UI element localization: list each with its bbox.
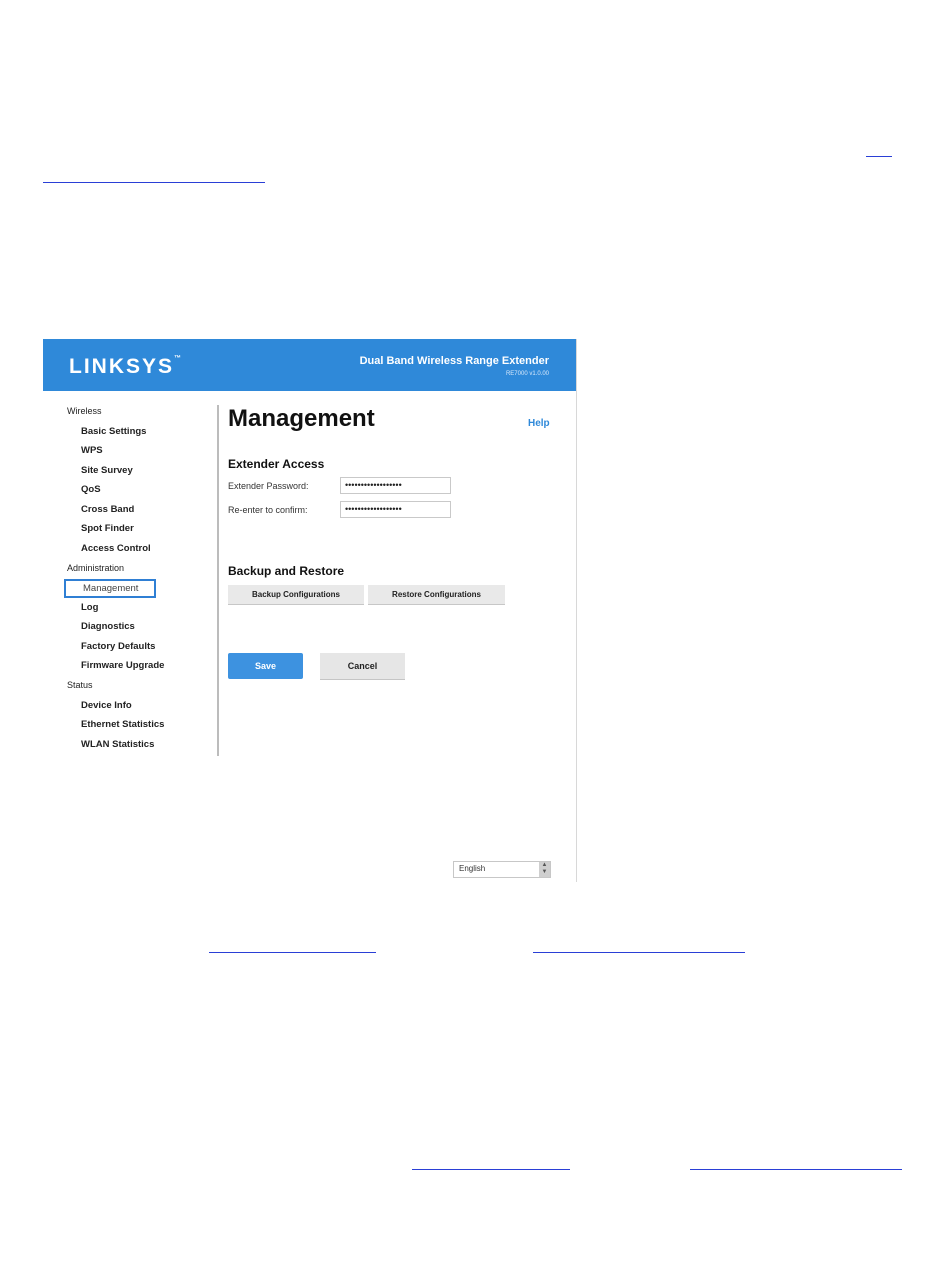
linksys-logo: LINKSYS™ (69, 355, 182, 378)
help-link[interactable]: Help (528, 418, 550, 429)
extender-access-heading: Extender Access (228, 457, 325, 471)
document-link-underline[interactable] (866, 156, 892, 157)
confirm-password-field[interactable]: •••••••••••••••••• (340, 501, 451, 518)
backup-restore-heading: Backup and Restore (228, 564, 345, 578)
nav-section-wireless: Wireless (67, 406, 102, 416)
extender-password-field[interactable]: •••••••••••••••••• (340, 477, 451, 494)
sidebar-item-site-survey[interactable]: Site Survey (81, 465, 133, 476)
document-link-underline[interactable] (690, 1169, 902, 1170)
document-link-underline[interactable] (43, 182, 265, 183)
sidebar-item-spot-finder[interactable]: Spot Finder (81, 523, 134, 534)
sidebar-item-wlan-statistics[interactable]: WLAN Statistics (81, 739, 155, 750)
sidebar-item-diagnostics[interactable]: Diagnostics (81, 621, 135, 632)
nav-section-administration: Administration (67, 563, 125, 573)
nav-section-status: Status (67, 680, 93, 690)
sidebar-item-factory-defaults[interactable]: Factory Defaults (81, 641, 156, 652)
header-bar (43, 339, 576, 391)
document-link-underline[interactable] (412, 1169, 570, 1170)
sidebar-item-firmware-upgrade[interactable]: Firmware Upgrade (81, 660, 165, 671)
select-arrows-icon: ▲ ▼ (539, 862, 550, 877)
model-version: RE7000 v1.0.00 (505, 371, 549, 377)
sidebar-item-basic-settings[interactable]: Basic Settings (81, 426, 147, 437)
product-name: Dual Band Wireless Range Extender (359, 355, 549, 367)
sidebar-item-wps[interactable]: WPS (81, 445, 103, 456)
sidebar-item-cross-band[interactable]: Cross Band (81, 504, 135, 515)
sidebar-item-management[interactable]: Management (64, 579, 156, 598)
sidebar-item-ethernet-statistics[interactable]: Ethernet Statistics (81, 719, 165, 730)
backup-configurations-button[interactable]: Backup Configurations (228, 585, 364, 605)
sidebar-item-access-control[interactable]: Access Control (81, 543, 151, 554)
sidebar-divider (217, 405, 219, 756)
save-button[interactable]: Save (228, 653, 303, 679)
restore-configurations-button[interactable]: Restore Configurations (368, 585, 505, 605)
language-value: English (459, 864, 486, 873)
sidebar-item-qos[interactable]: QoS (81, 484, 101, 495)
extender-password-label: Extender Password: (228, 481, 309, 491)
document-link-underline[interactable] (209, 952, 376, 953)
sidebar-item-log[interactable]: Log (81, 602, 99, 613)
language-select[interactable] (453, 861, 551, 878)
confirm-password-label: Re-enter to confirm: (228, 505, 308, 515)
sidebar-item-device-info[interactable]: Device Info (81, 700, 132, 711)
document-link-underline[interactable] (533, 952, 745, 953)
page-title: Management (228, 405, 375, 432)
router-ui-screenshot (43, 339, 577, 882)
cancel-button[interactable]: Cancel (320, 653, 405, 680)
